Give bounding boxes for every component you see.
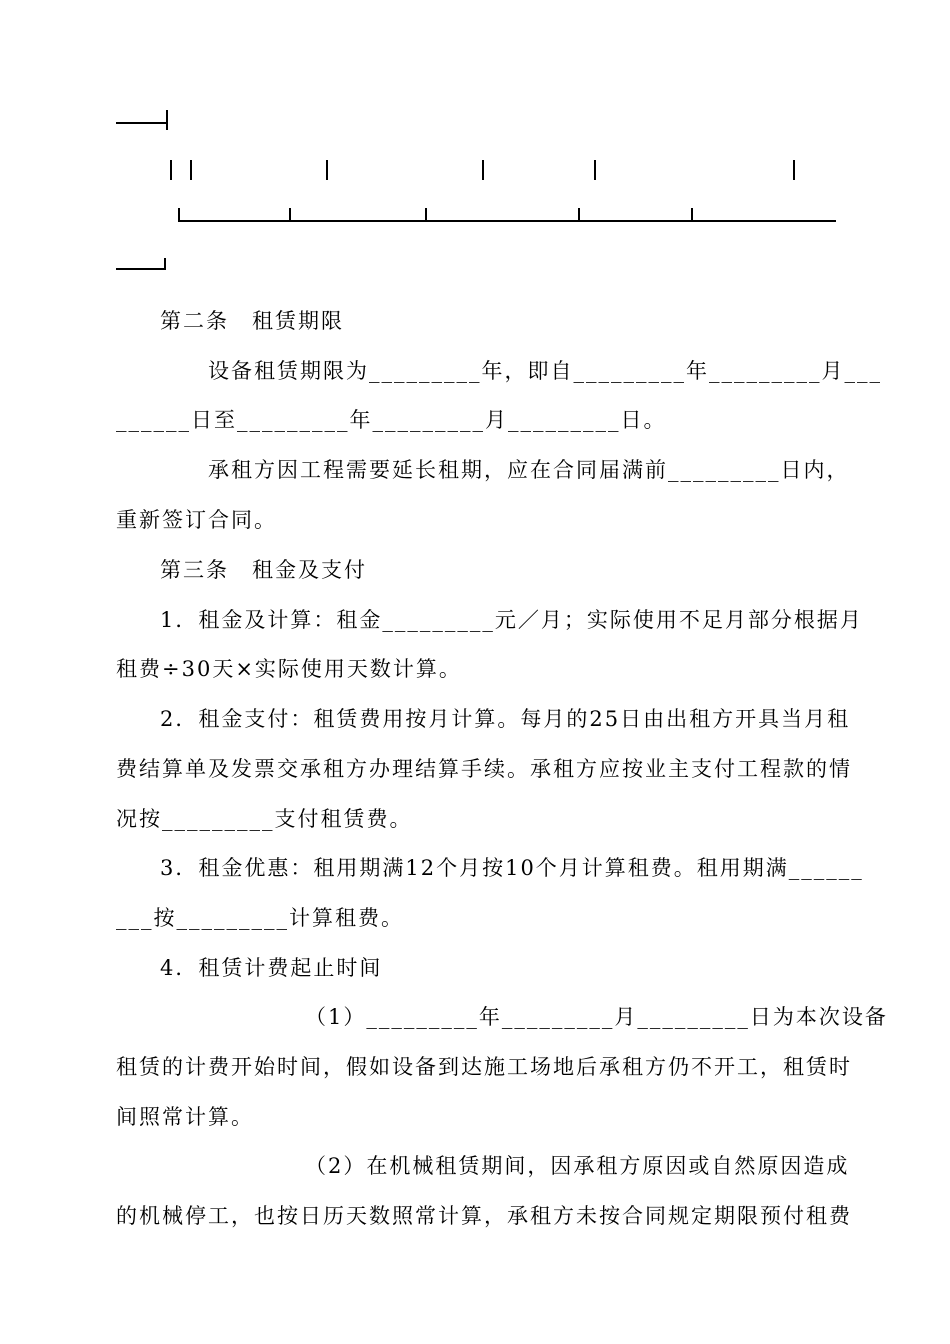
paragraph-line: 2．租金支付：租赁费用按月计算。每月的25日由出租方开具当月租 (160, 707, 851, 731)
table-border-line (594, 160, 596, 180)
table-border-line (164, 258, 166, 270)
paragraph-line: ______日至_________年_________月_________日。 (116, 408, 667, 432)
paragraph-line: 1．租金及计算：租金_________元／月；实际使用不足月部分根据月 (160, 608, 863, 632)
table-border-line (425, 208, 427, 222)
paragraph-line: 重新签订合同。 (116, 508, 277, 532)
table-border-line (793, 160, 795, 180)
table-border-line (170, 160, 172, 180)
article-3-heading: 第三条 租金及支付 (160, 558, 367, 582)
paragraph-line: （1）_________年_________月_________日为本次设备 (305, 1005, 888, 1029)
table-border-line (166, 110, 168, 130)
table-border-line (178, 220, 836, 222)
article-2-heading: 第二条 租赁期限 (160, 309, 344, 333)
paragraph-line: 租赁的计费开始时间，假如设备到达施工场地后承租方仍不开工，租赁时 (116, 1055, 852, 1079)
table-border-line (691, 208, 693, 222)
table-border-line (190, 160, 192, 180)
table-border-line (578, 208, 580, 222)
paragraph-line: （2）在机械租赁期间，因承租方原因或自然原因造成 (305, 1154, 850, 1178)
table-border-line (116, 122, 166, 124)
paragraph-line: 3．租金优惠：租用期满12个月按10个月计算租费。租用期满______ (160, 856, 864, 880)
paragraph-line: 的机械停工，也按日历天数照常计算，承租方未按合同规定期限预付租费 (116, 1204, 852, 1228)
paragraph-line: 况按_________支付租赁费。 (116, 807, 413, 831)
table-border-line (326, 160, 328, 180)
paragraph-line: 设备租赁期限为_________年，即自_________年_________月___ (208, 359, 882, 383)
paragraph-line: 间照常计算。 (116, 1105, 254, 1129)
table-border-line (116, 268, 164, 270)
paragraph-line: 费结算单及发票交承租方办理结算手续。承租方应按业主支付工程款的情 (116, 757, 852, 781)
paragraph-line: 承租方因工程需要延长租期，应在合同届满前_________日内， (208, 458, 850, 482)
paragraph-line: ___按_________计算租费。 (116, 906, 404, 930)
paragraph-line: 4．租赁计费起止时间 (160, 956, 383, 980)
paragraph-line: 租费÷30天×实际使用天数计算。 (116, 657, 462, 681)
table-border-line (482, 160, 484, 180)
table-border-line (289, 208, 291, 222)
